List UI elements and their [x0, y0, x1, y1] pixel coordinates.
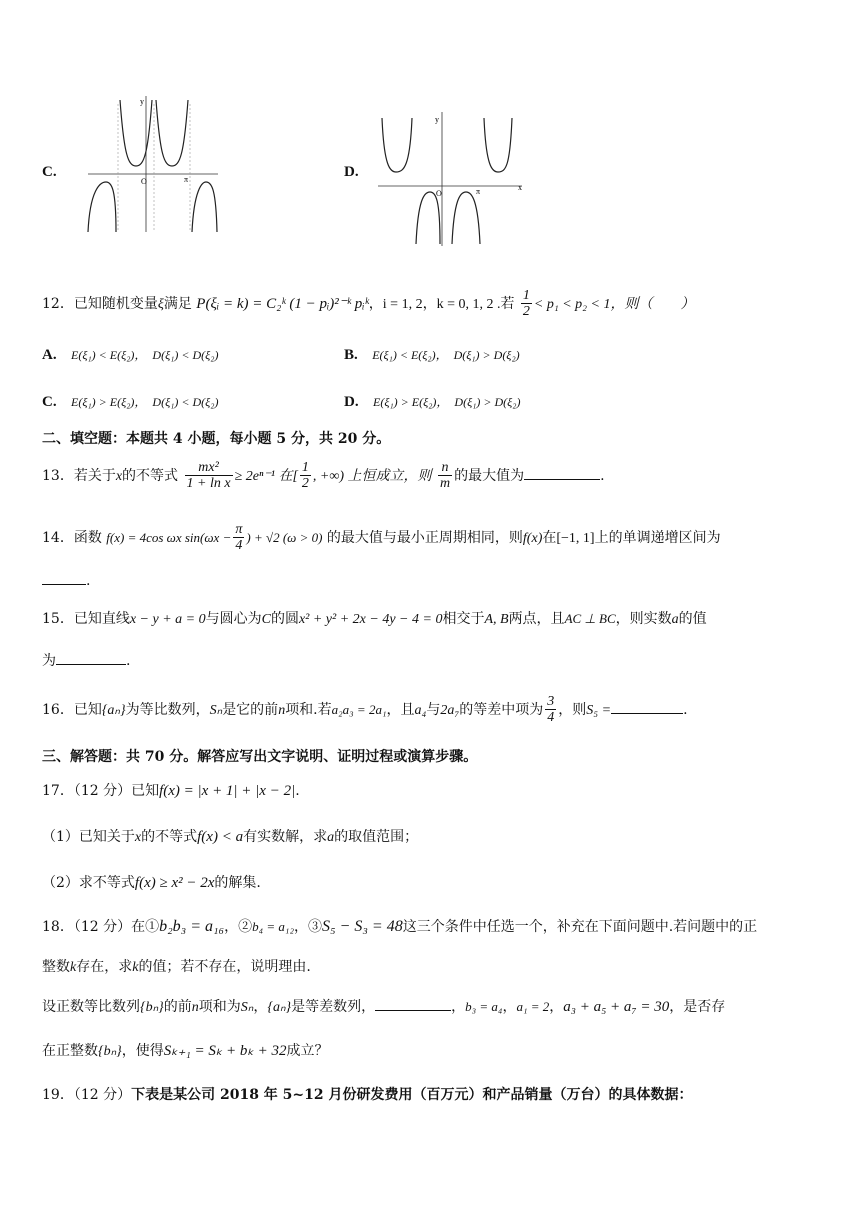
q16-a4: a₄ [414, 702, 427, 718]
q12-option-a[interactable] [42, 346, 218, 364]
q16-Sn: Sₙ [209, 702, 223, 718]
q17-p1-c: 有实数解，求 [243, 829, 328, 845]
q13-half: $\frac{1}{2}$ [301, 460, 309, 492]
q18-line2-c: 的值；若不存在，说明理由. [138, 959, 311, 975]
q18-line3-b: 的前 [163, 999, 192, 1015]
q16-number: 16． [42, 701, 74, 718]
q18-text-a: 在 [131, 919, 146, 935]
q17-p1-ineq: f(x) < a [197, 829, 244, 845]
q17-text-a: 已知 [131, 783, 160, 799]
q17-p2-b: 的解集. [214, 875, 261, 891]
q15-text-d: 相交于 [442, 611, 485, 627]
q14-interval: [−1, 1] [556, 530, 595, 546]
q15 [42, 608, 707, 628]
q18-number: 18．（12 分） [42, 919, 132, 935]
q19-text: 下表是某公司 2018 年 5~12 月份研发费用（百万元）和产品销量（万台）的具体数据： [131, 1087, 693, 1103]
c-axis-y: y [140, 97, 144, 106]
q12-tail: < p₁ < p₂ < 1，则（ ） [533, 296, 695, 312]
q18-cond3: S₅ − S₃ = 48 [321, 918, 403, 935]
q13-fraction: $\frac{\text{mx²}}{\text{1 + ln x}}$ [186, 460, 231, 492]
section-3-heading: 三、解答题：共 70 分。解答应写出文字说明、证明过程或演算步骤。 [42, 749, 478, 765]
q12-option-c-label: C. [42, 394, 57, 410]
q14-formula-tail: ) + √2 (ω > 0) [246, 529, 323, 545]
q12-formula: P(ξᵢ = k) = C₂ᵏ (1 − pᵢ)²⁻ᵏ pᵢᵏ [196, 295, 369, 312]
q13-text-b: 的不等式 [122, 467, 179, 484]
q19-number: 19．（12 分） [42, 1087, 132, 1103]
q18-cond2: b₄ = a₁₂ [252, 919, 294, 934]
q12-stem [42, 288, 695, 320]
q14 [42, 522, 721, 554]
q13-interval-tail: , +∞) 上恒成立，则 [312, 468, 432, 484]
q18-sep2: ， [549, 999, 564, 1015]
q12-option-c[interactable] [42, 393, 218, 411]
q12-option-b-label: B. [344, 347, 358, 363]
q16-text-c: 是它的前 [222, 701, 279, 718]
q15-AB: A, B [484, 612, 509, 627]
q18-circled-3: ，③ [293, 919, 322, 935]
q15-answer-line [42, 650, 130, 670]
q15-text-g: 的值 [678, 611, 707, 627]
q17-p1-a: 已知关于 [78, 829, 135, 845]
q15-a: a [671, 612, 679, 627]
c-pi: π [184, 175, 189, 184]
q13-nm: $\frac{n}{m}$ [439, 460, 451, 492]
q18-an: {aₙ} [267, 1000, 292, 1015]
q18-condition-blank[interactable] [375, 996, 451, 1011]
q15-circle-eq: x² + y² + 2x − 4y − 4 = 0 [298, 612, 443, 627]
q18-sep1: ， [502, 999, 517, 1015]
option-c-label: C. [42, 164, 57, 180]
q18-circled-1: ① [145, 919, 160, 935]
q15-perp: AC ⊥ BC [564, 611, 616, 626]
q14-pi-frac: $\frac{\pi}{4}$ [235, 522, 243, 554]
q18-line3-e: 是等差数列， [291, 999, 376, 1015]
q12-option-b[interactable] [344, 346, 520, 364]
q17-part2 [42, 872, 261, 892]
q12-conditions: ，i = 1, 2，k = 0, 1, 2 .若 [368, 296, 515, 312]
q15-text-e: 两点，且 [508, 611, 565, 627]
q18-eq1: b₃ = a₄ [465, 999, 503, 1014]
q16-text-e: ，且 [386, 701, 415, 718]
d-axis-x: x [518, 183, 522, 192]
q13 [42, 460, 605, 492]
q15-C: C [261, 612, 271, 627]
q16-text-f: 与 [426, 701, 441, 718]
q12-xi: ξ [157, 296, 164, 312]
q16-text-b: 为等比数列， [125, 701, 210, 718]
d-pi: π [476, 187, 481, 196]
q18-eq3: a₃ + a₅ + a₇ = 30 [563, 999, 670, 1015]
q18-Sn: Sₙ [240, 1000, 254, 1015]
q14-fx: f(x) [522, 530, 543, 546]
q16-answer-blank[interactable] [611, 699, 683, 714]
q18-line2 [42, 956, 311, 976]
q12-option-a-text: E(ξ₁) < E(ξ₂)， D(ξ₁) < D(ξ₂) [71, 348, 219, 362]
q18-line3-c: 项和为 [198, 999, 241, 1015]
q13-ineq: ≥ 2eⁿ⁻¹ 在[ [234, 468, 298, 484]
q15-text-a: 已知直线 [73, 611, 130, 627]
q18-line3-g: ，是否存 [669, 999, 726, 1015]
q18-line4-c: 成立？ [286, 1043, 329, 1059]
q16-cond: a₂a₃ = 2a₁ [331, 701, 387, 717]
q18-line3 [42, 996, 725, 1016]
q16-n: n [278, 702, 286, 718]
q16 [42, 694, 688, 726]
q13-x: x [115, 468, 123, 484]
q18-line4-a: 在正整数 [42, 1043, 98, 1059]
q18-line2-a: 整数 [42, 959, 70, 975]
q17-p2-a: 求不等式 [78, 875, 135, 891]
q12-option-d[interactable] [344, 393, 520, 411]
q15-answer-blank[interactable] [56, 650, 126, 665]
q19 [42, 1084, 693, 1104]
q17-def: f(x) = |x + 1| + |x − 2| [159, 783, 296, 799]
q15-text-f: ，则实数 [615, 611, 672, 627]
q15-number: 15． [42, 611, 74, 627]
q12-option-c-text: E(ξ₁) > E(ξ₂)， D(ξ₁) < D(ξ₂) [71, 395, 219, 409]
q15-line-eq: x − y + a = 0 [129, 612, 206, 627]
q18-eq2: a₁ = 2 [516, 999, 550, 1014]
q13-number: 13． [42, 467, 74, 484]
q12-option-b-text: E(ξ₁) < E(ξ₂)， D(ξ₁) > D(ξ₂) [372, 348, 520, 362]
q12-option-d-text: E(ξ₁) > E(ξ₂)， D(ξ₁) > D(ξ₂) [373, 395, 521, 409]
q16-text-d: 项和.若 [285, 701, 332, 718]
q18-k2: k [132, 960, 139, 975]
q12-number: 12． [42, 295, 74, 312]
q17-p2-ineq: f(x) ≥ x² − 2x [134, 875, 215, 891]
q16-seq: {aₙ} [101, 702, 126, 718]
q17-end: . [295, 783, 300, 799]
q16-S5: S₅ = [586, 702, 612, 718]
q17-p1-label: （1） [42, 829, 79, 845]
q18-line3-a: 设正数等比数列 [42, 999, 140, 1015]
q16-text-g: 的等差中项为 [459, 701, 544, 718]
option-d-label: D. [344, 164, 359, 180]
q18-n: n [191, 1000, 199, 1015]
q15-text-h: 为 [42, 653, 56, 669]
q16-end: . [683, 701, 688, 718]
q12-text-b: 满足 [163, 295, 192, 312]
q18-k1: k [70, 960, 77, 975]
q18-line4 [42, 1040, 328, 1060]
q13-end: . [600, 467, 605, 484]
q18-eq4: Sₖ₊₁ = Sₖ + bₖ + 32 [163, 1043, 287, 1059]
q15-text-b: 与圆心为 [205, 611, 262, 627]
q18-line4-b: ，使得 [121, 1043, 164, 1059]
q12-option-a-label: A. [42, 347, 57, 363]
q18-line3-d: ， [253, 999, 268, 1015]
q14-formula: f(x) = 4cos ωx sin(ωx − [106, 529, 232, 545]
q14-text-b: 的最大值与最小正周期相同，则 [326, 529, 523, 546]
q15-text-c: 的圆 [270, 611, 299, 627]
section-2-heading: 二、填空题：本题共 4 小题，每小题 5 分，共 20 分。 [42, 431, 391, 447]
q14-text-a: 函数 [73, 529, 102, 546]
q14-answer-line [42, 570, 90, 589]
q17-number: 17．（12 分） [42, 783, 132, 799]
q12-option-d-label: D. [344, 394, 359, 410]
d-origin: O [436, 189, 442, 198]
q18-circled-2: ，② [224, 919, 253, 935]
q14-text-c: 在 [542, 529, 557, 546]
q15-end: . [126, 653, 131, 669]
q14-text-d: 上的单调递增区间为 [594, 529, 721, 546]
q17-p1-b: 的不等式 [141, 829, 198, 845]
q16-text-h: ，则 [558, 701, 587, 718]
q18-text-b: 这三个条件中任选一个，补充在下面问题中.若问题中的正 [402, 919, 758, 935]
q16-text-a: 已知 [73, 701, 102, 718]
q18-line3-f: ， [451, 999, 466, 1015]
q16-a7: 2a₇ [440, 702, 460, 718]
q18-line1 [42, 916, 757, 936]
q18-line2-b: 存在，求 [76, 959, 133, 975]
d-axis-y: y [435, 115, 439, 124]
q17 [42, 780, 300, 800]
q17-p2-label: （2） [42, 875, 79, 891]
option-d-graph [376, 110, 526, 248]
q17-p1-x: x [134, 830, 142, 845]
q18-bn: {bₙ} [140, 1000, 164, 1015]
q18-cond1: b₂b₃ = a₁₆ [159, 918, 225, 935]
q13-text-a: 若关于 [73, 467, 116, 484]
q14-end: . [86, 573, 91, 589]
option-c-graph [86, 94, 221, 234]
c-origin: O [141, 177, 147, 186]
q13-text-e: 的最大值为 [454, 467, 525, 484]
q14-answer-blank[interactable] [42, 570, 86, 585]
q17-p1-d: 的取值范围； [334, 829, 419, 845]
q12-fraction: $\frac{1}{2}$ [522, 288, 530, 320]
q16-fraction: $\frac{3}{4}$ [547, 694, 555, 726]
q13-answer-blank[interactable] [524, 465, 600, 480]
q14-number: 14． [42, 529, 74, 546]
q18-bn2: {bₙ} [98, 1044, 122, 1059]
q17-part1 [42, 826, 418, 846]
q17-p1-a2: a [327, 830, 335, 845]
q12-text-a: 已知随机变量 [73, 295, 158, 312]
